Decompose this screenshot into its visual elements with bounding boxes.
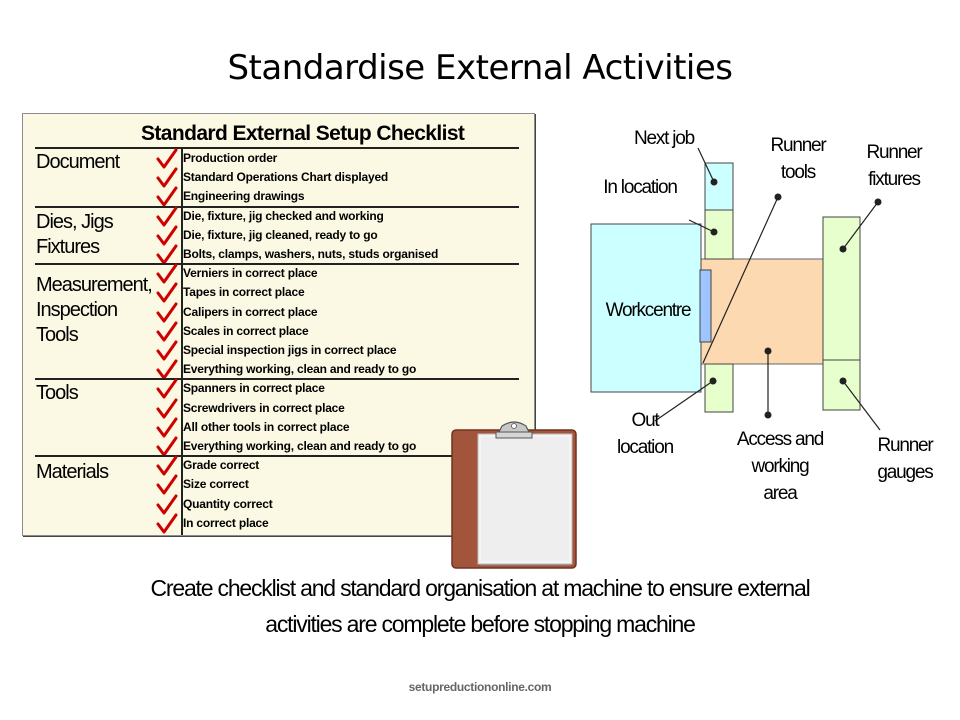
checklist-item: Everything working, clean and ready to go: [183, 439, 417, 453]
category-label: [36, 381, 78, 406]
workcentre-layout-diagram: [585, 120, 955, 520]
slide-title: Standardise External Activities: [227, 48, 733, 88]
runner-fixtures-label: Runner fixtures: [866, 142, 922, 190]
category-label: [36, 273, 152, 348]
in-location-label: In location: [603, 177, 677, 198]
runner-gauges-label: Runner gauges: [877, 435, 933, 483]
checklist-item: Everything working, clean and ready to go: [183, 362, 417, 377]
checklist-item: Quantity correct: [183, 496, 273, 511]
column-divider: [181, 149, 183, 209]
access-working-area-label: Access and working area: [736, 429, 824, 504]
column-divider: [181, 456, 183, 535]
checklist-item: Special inspection jigs in correct place: [183, 343, 397, 357]
checklist-item: Grade correct: [183, 458, 260, 473]
checklist-item: Standard Operations Chart displayed: [183, 170, 389, 185]
checklist-item: Bolts, clamps, washers, nuts, studs organised: [183, 247, 439, 261]
category-label-line: Materials: [36, 461, 109, 484]
column-divider: [181, 264, 183, 381]
footer-url: setupreductiononline.com: [408, 680, 552, 694]
workcentre-label: Workcentre: [605, 300, 691, 321]
checklist-item: Die, fixture, jig checked and working: [183, 208, 384, 223]
caption-line: activities are complete before stopping machine: [265, 611, 695, 637]
separator-line: [35, 147, 519, 149]
category-label: [36, 150, 119, 175]
checklist-item: Engineering drawings: [183, 189, 305, 204]
checklist-item: Screwdrivers in correct place: [183, 400, 345, 415]
category-label: [36, 460, 108, 485]
clipboard-icon: [450, 420, 578, 570]
separator-line: [35, 378, 519, 380]
separator-line: [35, 263, 519, 265]
in-location-slot: [705, 210, 733, 259]
next-job-label: Next job: [633, 128, 695, 149]
checklist-item: In correct place: [183, 515, 269, 530]
checklist-item: Scales in correct place: [183, 323, 309, 338]
column-divider: [181, 379, 183, 458]
working-area: [700, 259, 823, 364]
checklist-item: Tapes in correct place: [183, 285, 305, 300]
caption: [0, 570, 960, 642]
checklist-item: Size correct: [183, 477, 249, 492]
category-label-line: Measurement,: [36, 274, 152, 297]
out-location-slot: [705, 364, 733, 412]
checklist-title: Standard External Setup Checklist: [141, 122, 465, 145]
category-label-line: Dies, Jigs: [36, 210, 113, 233]
category-label-line: Inspection: [36, 299, 118, 322]
checklist-item: Verniers in correct place: [183, 266, 318, 281]
fixture-plate: [700, 270, 711, 342]
caption-line: Create checklist and standard organisation at machine to ensure external: [150, 575, 810, 601]
runner-gauges-box: [823, 360, 860, 410]
checklist-item: Die, fixture, jig cleaned, ready to go: [183, 227, 378, 242]
checklist-item: All other tools in correct place: [183, 419, 350, 434]
column-divider: [181, 207, 183, 267]
out-location-label: Out location: [617, 410, 673, 458]
checklist-item: Spanners in correct place: [183, 381, 325, 396]
checklist-item: Calipers in correct place: [183, 304, 318, 319]
separator-line: [35, 455, 519, 457]
category-label-line: Fixtures: [36, 235, 100, 258]
checkmark-icon: [156, 513, 178, 535]
category-label-line: Tools: [36, 382, 78, 405]
category-label-line: Tools: [36, 324, 78, 347]
runner-fixtures-box: [823, 217, 860, 360]
category-label-line: Document: [36, 151, 120, 173]
runner-tools-label: Runner tools: [770, 135, 826, 183]
separator-line: [35, 206, 519, 208]
next-job-slot: [705, 163, 733, 210]
checklist-item: Production order: [183, 151, 278, 165]
category-label: [36, 210, 113, 260]
